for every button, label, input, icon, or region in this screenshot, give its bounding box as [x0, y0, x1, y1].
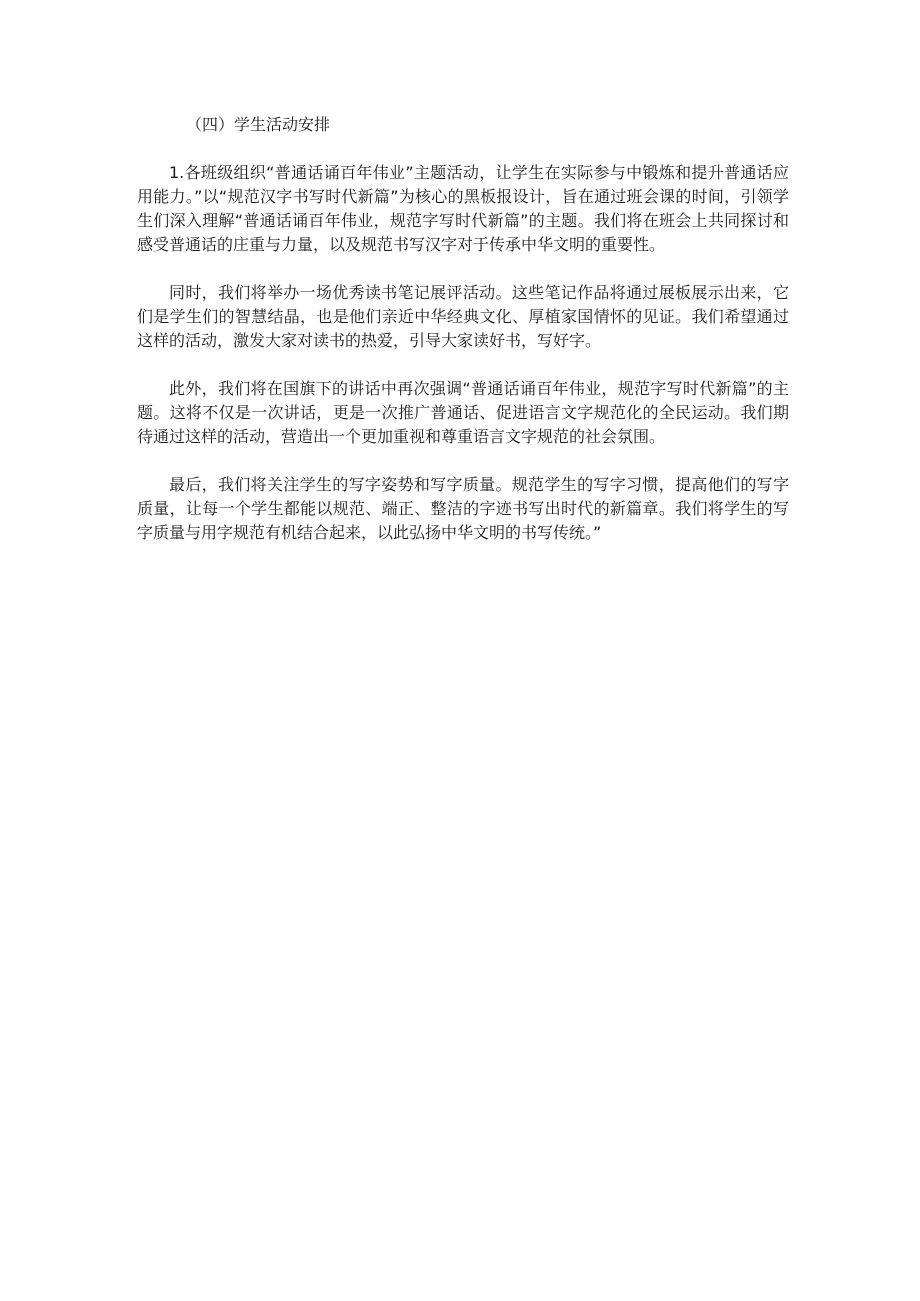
paragraph-reading-notes: 同时，我们将举办一场优秀读书笔记展评活动。这些笔记作品将通过展板展示出来，它们是学生们的智慧结晶，也是他们亲近中华经典文化、厚植家国情怀的见证。我们希望通过这样的活动，激发大家对读书的热爱，引导大家读好书，写好字。 — [137, 283, 789, 350]
paragraph-flag-speech: 此外，我们将在国旗下的讲话中再次强调“普通话诵百年伟业，规范字写时代新篇”的主题。这将不仅是一次讲话，更是一次推广普通话、促进语言文字规范化的全民运动。我们期待通过这样的活动，营造出一个更加重视和尊重语言文字规范的社会氛围。 — [137, 379, 789, 446]
paragraph-writing-quality: 最后，我们将关注学生的写字姿势和写字质量。规范学生的写字习惯，提高他们的写字质量，让每一个学生都能以规范、端正、整洁的字迹书写出时代的新篇章。我们将学生的写字质量与用字规范有机结合起来，以此弘扬中华文明的书写传统。” — [137, 475, 789, 542]
paragraph-activities-1: 1.各班级组织“普通话诵百年伟业”主题活动，让学生在实际参与中锻炼和提升普通话应用能力。”以“规范汉字书写时代新篇”为核心的黑板报设计，旨在通过班会课的时间，引领学生们深入理解“普通话诵百年伟业，规范字写时代新篇”的主题。我们将在班会上共同探讨和感受普通话的庄重与力量，以及规范书写汉字对于传承中华文明的重要性。 — [137, 163, 789, 254]
section-heading: （四）学生活动安排 — [186, 115, 331, 134]
document-body — [137, 113, 789, 569]
